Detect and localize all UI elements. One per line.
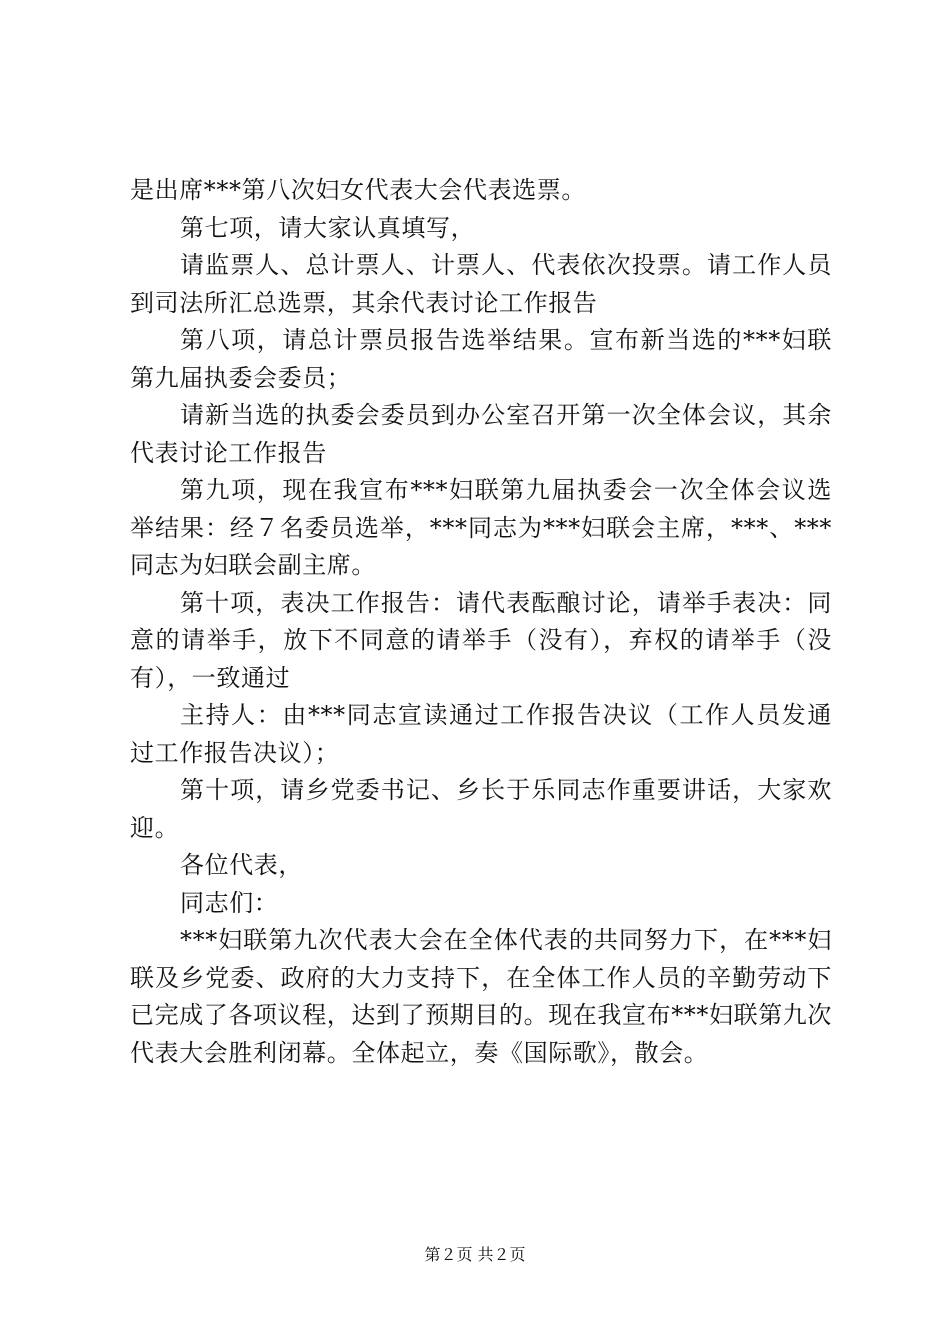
paragraph: 第十项，表决工作报告：请代表酝酿讨论，请举手表决：同意的请举手，放下不同意的请举手（没有），弃权的请举手（没有），一致通过 — [130, 588, 832, 692]
paragraph: 各位代表， — [180, 851, 303, 879]
page-number-footer: 第２页 共２页 — [424, 1245, 526, 1264]
paragraph: 第十项，请乡党委书记、乡长于乐同志作重要讲话，大家欢迎。 — [130, 776, 832, 842]
paragraph: 请新当选的执委会委员到办公室召开第一次全体会议，其余代表讨论工作报告 — [130, 401, 832, 467]
document-body — [130, 172, 832, 1072]
paragraph: 第八项，请总计票员报告选举结果。宣布新当选的***妇联第九届执委会委员； — [130, 326, 832, 392]
paragraph: 请监票人、总计票人、计票人、代表依次投票。请工作人员到司法所汇总选票，其余代表讨论工作报告 — [130, 251, 832, 317]
paragraph: 第七项，请大家认真填写， — [180, 213, 476, 242]
paragraph: 第九项，现在我宣布***妇联第九届执委会一次全体会议选举结果：经７名委员选举，***同志为***妇联会主席，***、***同志为妇联会副主席。 — [130, 476, 832, 579]
paragraph: 主持人：由***同志宣读通过工作报告决议（工作人员发通过工作报告决议）； — [130, 701, 832, 767]
paragraph: 是出席***第八次妇女代表大会代表选票。 — [130, 176, 586, 204]
paragraph: ***妇联第九次代表大会在全体代表的共同努力下，在***妇联及乡党委、政府的大力支持下，在全体工作人员的辛勤劳动下已完成了各项议程，达到了预期目的。现在我宣布***妇联第九次代表大会胜利闭幕。全体起立，奏《国际歌》，散会。 — [130, 926, 832, 1067]
paragraph: 同志们： — [180, 888, 279, 917]
